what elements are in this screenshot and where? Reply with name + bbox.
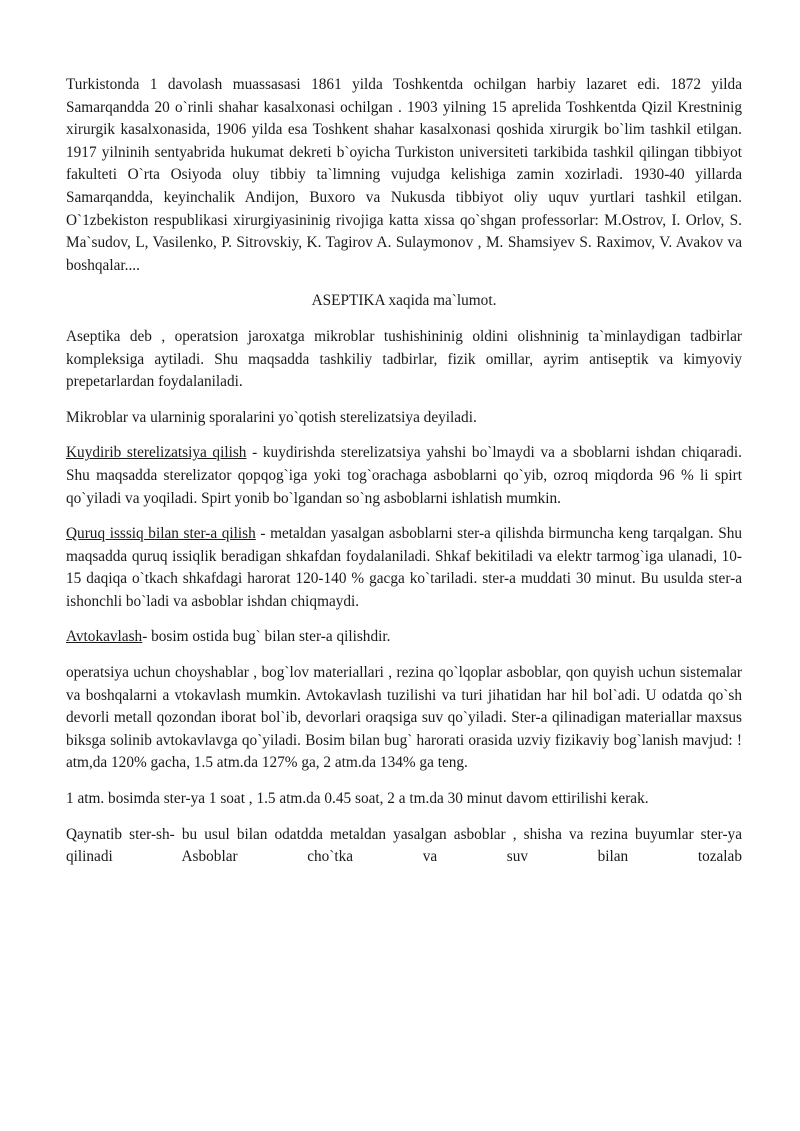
autoclave-detail-paragraph: operatsiya uchun choyshablar , bog`lov materiallari , rezina qo`lqoplar asboblar, qon quyish uchun sistemalar va boshqalarni a vtokavlash mumkin. Avtokavlash tuzilishi va turi jihatidan har hil bol`adi. U odatda qo`sh devorli metall qozondan iborat bol`ib, devorlari oraqsiga suv qo`yiladi. Ster-a qilinadigan materiallar maxsus biksga solinib avtokavlavga qo`yiladi. Bosim bilan bug` harorati orasida uzviy fizikaviy bog`lanish mavjud: ! atm,da 120% gacha, 1.5 atm.da 127% ga, 2 atm.da 134% ga teng. (66, 664, 742, 772)
pressure-times-paragraph: 1 atm. bosimda ster-ya 1 soat , 1.5 atm.da 0.45 soat, 2 a tm.da 30 minut davom ettirilishi kerak. (66, 790, 649, 808)
intro-paragraph: Turkistonda 1 davolash muassasasi 1861 yilda Toshkentda ochilgan harbiy lazaret edi. 1872 yilda Samarqandda 20 o`rinli shahar kasalxonasi ochilgan . 1903 yilning 15 aprelida Toshkentda Qizil Krestninig xirurgik kasalxonasida, 1906 yilda esa Toshkent shahar kasalxonasi qoshida xirurgik bo`lim tashkil etilgan. 1917 yilninih sentyabrida hukumat dekreti b`oyicha Turkiston universiteti tarkibida tashkil qilingan tibbiyot fakulteti O`rta Osiyoda oluy tibbiy ta`limning vujudga kelishiga zamin xozirladi. 1930-40 yillarda Samarqandda, keyinchalik Andijon, Buxoro va Nukusda tibbiyot oliy uquv yurtlari tashkil etilgan. O`1zbekiston respublikasi xirurgiyasininig rivojiga katta xissa qo`shgan professorlar: M.Ostrov, I. Orlov, S. Ma`sudov, L, Vasilenko, P. Sitrovskiy, K. Tagirov A. Sulaymonov , M. Shamsiyev S. Raximov, V. Avakov va boshqalar.... (66, 76, 742, 274)
burning-sterilization-paragraph (66, 442, 742, 510)
dry-heat-paragraph (66, 523, 742, 613)
document-page (66, 74, 742, 882)
autoclave-term: Avtokavlash (66, 628, 143, 646)
dry-heat-text: - metaldan yasalgan asboblarni ster-a qilishda birmuncha keng tarqalgan. Shu maqsadda quruq issiqlik beradigan shkafdan foydalaniladi. Shkaf bekitiladi va elektr tarmog`iga ulanadi, 10-15 daqiqa o`tkach shkafdagi harorat 120-140 % gacga ko`tariladi. ster-a muddati 30 minut. Bu usulda ster-a ishonchli bo`ladi va asboblar ishdan chiqmaydi. (66, 525, 742, 610)
aseptika-paragraph: Aseptika deb , operatsion jaroxatga mikroblar tushishininig oldini olishninig ta`minlaydigan tadbirlar kompleksiga aytiladi. Shu maqsadda tashkiliy tadbirlar, fizik omillar, ayrim antiseptik va kimyoviy prepetarlardan foydalaniladi. (66, 327, 742, 391)
burning-sterilization-term: Kuydirib sterelizatsiya qilish (66, 444, 247, 462)
autoclave-text: - bosim ostida bug` bilan ster-a qilishdir. (142, 628, 391, 646)
autoclave-paragraph (66, 626, 742, 649)
burning-sterilization-text: - kuydirishda sterelizatsiya yahshi bo`lmaydi va a sboblarni ishdan chiqaradi. Shu maqsadda sterelizator qopqog`iga yoki tog`orachaga asboblarni qo`yib, ozroq miqdorda 96 % li spirt qo`yiladi va yoqiladi. Spirt yonib bo`lgandan so`ng asboblarni ishlatish mumkin. (66, 444, 743, 507)
dry-heat-term: Quruq isssiq bilan ster-a qilish (66, 525, 256, 543)
sterilization-definition-paragraph: Mikroblar va ularninig sporalarini yo`qotish sterelizatsiya deyiladi. (66, 408, 477, 426)
section-heading: ASEPTIKA xaqida ma`lumot. (311, 292, 497, 310)
boiling-paragraph: Qaynatib ster-sh- bu usul bilan odatdda metaldan yasalgan asboblar , shisha va rezina buyumlar ster-ya qilinadi Asboblar cho`tka va suv bilan tozalab (66, 825, 742, 866)
